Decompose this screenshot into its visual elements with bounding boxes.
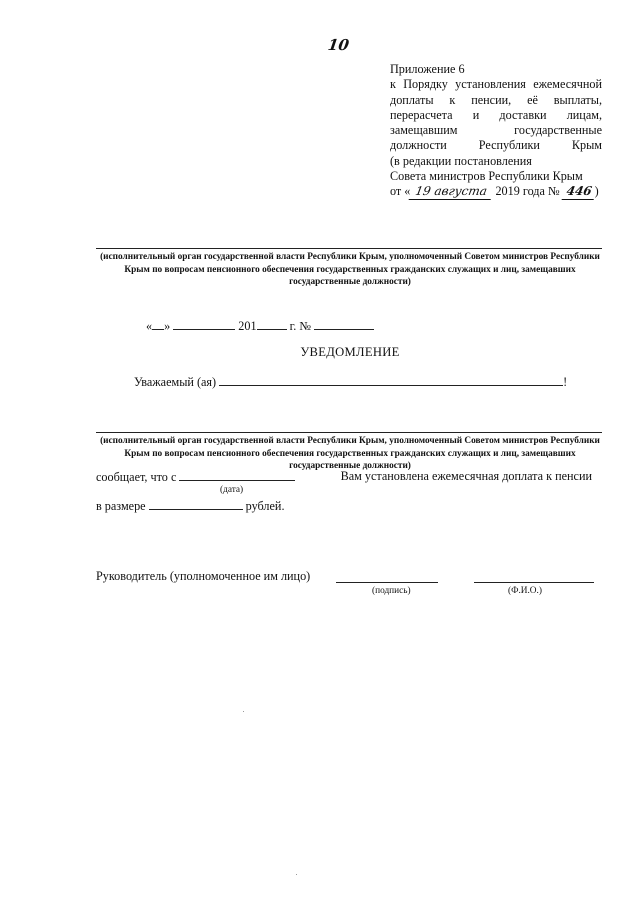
page-number: 10 <box>326 36 351 54</box>
month-blank <box>173 318 235 330</box>
number-blank <box>314 318 374 330</box>
authority-blank-line <box>96 248 602 249</box>
full-name-blank <box>474 582 594 583</box>
appendix-line: должности Республики Крым <box>390 138 602 153</box>
message-prefix: сообщает, что с <box>96 469 295 485</box>
appendix-line: доплаты к пенсии, её выплаты, <box>390 92 602 107</box>
notice-date-row: « » 201 г. № <box>146 318 374 334</box>
handwritten-date: 19 августа <box>409 184 494 200</box>
message-text: Вам установлена ежемесячная доплата к пенсии <box>340 469 592 483</box>
scan-speck <box>296 874 297 875</box>
date-hint: (дата) <box>220 485 244 495</box>
appendix-line: Совета министров Республики Крым <box>390 169 583 184</box>
appendix-line: замещавшим государственные <box>390 123 602 138</box>
authority-blank-line <box>96 432 602 433</box>
message-row <box>96 469 592 485</box>
appendix-block <box>390 62 602 201</box>
authority-caption: (исполнительный орган государственной власти Республики Крым, уполномоченный Советом министров Республики Крым по вопросам пенсионного обеспечения государственных гражданских служащих и лиц, замещавших государственные должности) <box>100 436 600 471</box>
greeting-row: Уважаемый (ая) ! <box>134 375 568 389</box>
appendix-line: к Порядку установления ежемесячной <box>390 77 602 92</box>
signature-hint: (подпись) <box>372 586 411 596</box>
authority-caption: (исполнительный орган государственной власти Республики Крым, уполномоченный Советом министров Республики Крым по вопросам пенсионного обеспечения государственных гражданских служащих и лиц, замещавших государственные должности) <box>100 252 600 287</box>
recipient-name-blank <box>219 374 563 386</box>
appendix-line: (в редакции постановления <box>390 153 532 168</box>
handwritten-number: 446 <box>561 184 596 200</box>
signature-blank <box>336 582 438 583</box>
start-date-blank <box>179 469 295 481</box>
appendix-title: Приложение 6 <box>390 62 465 76</box>
appendix-date-line: от « 19 августа 2019 года № 446 ) <box>390 184 602 200</box>
day-blank <box>152 318 164 330</box>
appendix-line: перерасчета и доставки лицам, <box>390 107 602 122</box>
notice-title: УВЕДОМЛЕНИЕ <box>300 345 400 359</box>
year-blank <box>257 318 287 330</box>
full-name-hint: (Ф.И.О.) <box>508 586 542 596</box>
signature-label: Руководитель (уполномоченное им лицо) <box>96 569 311 583</box>
amount-row: в размере рублей. <box>96 499 285 513</box>
amount-blank <box>149 498 243 510</box>
scan-speck <box>243 711 244 712</box>
